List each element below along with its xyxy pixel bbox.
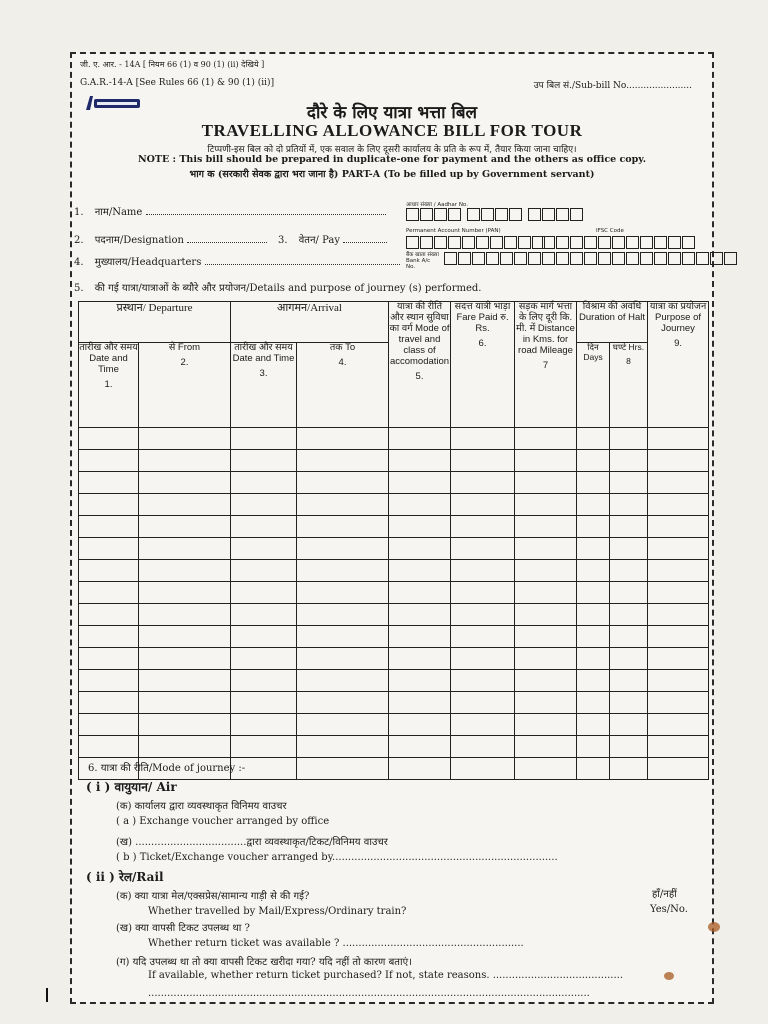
table-cell[interactable] — [79, 736, 139, 758]
col-number: 4. — [338, 356, 347, 368]
table-cell[interactable] — [231, 670, 297, 692]
table-cell[interactable] — [451, 560, 515, 582]
table-cell[interactable] — [231, 560, 297, 582]
table-cell[interactable] — [389, 450, 451, 472]
table-row — [79, 450, 709, 472]
bank-account-boxes[interactable] — [444, 252, 738, 265]
table-cell[interactable] — [577, 714, 610, 736]
table-cell[interactable] — [231, 626, 297, 648]
table-cell[interactable] — [79, 648, 139, 670]
table-cell[interactable] — [515, 560, 577, 582]
table-cell[interactable] — [389, 428, 451, 450]
table-cell[interactable] — [577, 582, 610, 604]
table-row — [79, 494, 709, 516]
pay-input-line[interactable] — [343, 234, 387, 243]
journey-details-heading — [74, 280, 481, 294]
table-cell[interactable] — [515, 472, 577, 494]
table-cell[interactable] — [231, 472, 297, 494]
pay-label: वेतन/ Pay — [298, 235, 340, 246]
table-cell[interactable] — [515, 516, 577, 538]
table-cell[interactable] — [610, 428, 648, 450]
col-number: 8 — [626, 355, 631, 366]
col-text: तारीख और समय Date and Time — [79, 342, 138, 375]
table-cell[interactable] — [577, 494, 610, 516]
table-cell[interactable] — [610, 472, 648, 494]
ifsc-boxes[interactable] — [542, 236, 696, 249]
designation-label: पदनाम/Designation — [94, 235, 184, 246]
col-1-header — [79, 343, 139, 428]
col-text: तारीख और समय Date and Time — [232, 342, 295, 364]
table-cell[interactable] — [451, 626, 515, 648]
table-cell[interactable] — [648, 626, 709, 648]
table-cell[interactable] — [79, 428, 139, 450]
air-option-k: (क) कार्यालय द्वारा व्यवस्थाकृत विनिमय वाउचर — [116, 801, 287, 812]
col-6-header — [451, 302, 515, 428]
name-label: नाम/Name — [94, 207, 143, 218]
col-number: 6. — [478, 337, 487, 349]
air-option-a[interactable]: ( a ) Exchange voucher arranged by office — [116, 816, 330, 827]
rail-heading: ( ii ) रेल/Rail — [86, 870, 164, 884]
table-row — [79, 516, 709, 538]
headquarters-label: मुख्यालय/Headquarters — [94, 257, 202, 268]
table-cell[interactable] — [139, 670, 231, 692]
note-hindi: टिप्पणी-इस बिल को दो प्रतियों में, एक सवाल के लिए दूसरी कार्यालय के प्रति के रूप में, तैयार किया जाना चाहिए। — [207, 145, 577, 155]
table-cell[interactable] — [577, 604, 610, 626]
rail-option-k: (क) क्या यात्रा मेल/एक्सप्रेस/सामान्य गाड़ी से की गई? — [116, 891, 310, 902]
col-text: यात्रा का प्रयोजन Purpose of Journey — [649, 301, 707, 334]
pay-field[interactable] — [278, 232, 387, 246]
table-cell[interactable] — [610, 692, 648, 714]
reason-input-line[interactable]: ........................................................................................................................................... — [148, 988, 590, 999]
col-number: 5. — [415, 370, 424, 382]
table-cell[interactable] — [389, 714, 451, 736]
table-cell[interactable] — [451, 758, 515, 780]
designation-field[interactable] — [74, 232, 267, 246]
table-cell[interactable] — [79, 516, 139, 538]
table-row — [79, 692, 709, 714]
air-heading: ( i ) वायुयान/ Air — [86, 780, 177, 794]
table-cell[interactable] — [389, 692, 451, 714]
col-4-header — [297, 343, 389, 428]
table-cell[interactable] — [297, 626, 389, 648]
table-cell[interactable] — [297, 714, 389, 736]
field-number: 1. — [74, 207, 84, 218]
table-cell[interactable] — [610, 736, 648, 758]
col-text: से From — [168, 342, 201, 353]
col-text: दिन Days — [583, 342, 603, 362]
table-cell[interactable] — [577, 648, 610, 670]
journey-table-body — [79, 428, 709, 780]
table-cell[interactable] — [231, 692, 297, 714]
table-cell[interactable] — [610, 714, 648, 736]
table-cell[interactable] — [451, 428, 515, 450]
table-row — [79, 714, 709, 736]
ink-stain — [664, 972, 674, 980]
col-text: घण्टे Hrs. — [612, 342, 645, 352]
table-cell[interactable] — [79, 560, 139, 582]
name-field[interactable] — [74, 204, 386, 218]
table-cell[interactable] — [79, 604, 139, 626]
table-cell[interactable] — [79, 692, 139, 714]
table-cell[interactable] — [231, 714, 297, 736]
table-cell[interactable] — [297, 538, 389, 560]
table-cell[interactable] — [648, 736, 709, 758]
rail-option-kh: (ख) क्या वापसी टिकट उपलब्ध था ? — [116, 923, 250, 934]
col-8-header — [577, 302, 648, 343]
field-number: 2. — [74, 235, 84, 246]
part-a-heading: भाग क (सरकारी सेवक द्वारा भरा जाना है) PART-A (To be filled up by Government servant) — [189, 169, 595, 180]
table-cell[interactable] — [451, 604, 515, 626]
table-cell[interactable] — [577, 428, 610, 450]
table-cell[interactable] — [577, 626, 610, 648]
table-cell[interactable] — [515, 670, 577, 692]
air-option-b[interactable]: ( b ) Ticket/Exchange voucher arranged by....................................................................... — [116, 852, 558, 863]
col-number: 1. — [104, 378, 113, 390]
col-number: 7 — [542, 359, 549, 371]
table-cell[interactable] — [389, 538, 451, 560]
table-cell[interactable] — [79, 450, 139, 472]
halt-days-header — [577, 343, 610, 428]
table-cell[interactable] — [610, 494, 648, 516]
table-cell[interactable] — [297, 494, 389, 516]
halt-hours-header — [610, 343, 648, 428]
table-cell[interactable] — [139, 494, 231, 516]
table-row — [79, 538, 709, 560]
field-number: 5. — [74, 283, 84, 294]
table-cell[interactable] — [610, 538, 648, 560]
form-code-english: G.A.R.-14-A [See Rules 66 (1) & 90 (1) (ii)] — [80, 78, 275, 88]
air-option-kh[interactable]: (ख) ...................................द्वारा व्यवस्थाकृत/टिकट/विनिमय वाउचर — [116, 837, 388, 848]
table-cell[interactable] — [231, 538, 297, 560]
title-english: TRAVELLING ALLOWANCE BILL FOR TOUR — [201, 121, 583, 140]
table-cell[interactable] — [139, 450, 231, 472]
name-input-line[interactable] — [146, 206, 386, 215]
table-cell[interactable] — [515, 648, 577, 670]
table-cell[interactable] — [139, 626, 231, 648]
bank-account-label: बैंक खाता संख्या Bank A/c No. — [406, 252, 439, 270]
table-cell[interactable] — [79, 670, 139, 692]
table-cell[interactable] — [297, 582, 389, 604]
aadhar-label: आधार संख्या / Aadhar No. — [406, 202, 468, 208]
rail-option-k-english: Whether travelled by Mail/Express/Ordinary train? — [148, 906, 407, 917]
table-cell[interactable] — [451, 692, 515, 714]
table-cell[interactable] — [648, 670, 709, 692]
table-cell[interactable] — [648, 538, 709, 560]
table-cell[interactable] — [389, 670, 451, 692]
col-number: 9. — [674, 337, 682, 349]
table-cell[interactable] — [231, 428, 297, 450]
table-cell[interactable] — [297, 450, 389, 472]
table-cell[interactable] — [648, 648, 709, 670]
table-cell[interactable] — [297, 670, 389, 692]
table-cell[interactable] — [610, 582, 648, 604]
table-cell[interactable] — [451, 582, 515, 604]
table-row — [79, 604, 709, 626]
table-cell[interactable] — [648, 428, 709, 450]
title-hindi: दौरे के लिए यात्रा भत्ता बिल — [306, 103, 478, 123]
table-cell[interactable] — [139, 472, 231, 494]
journey-table — [78, 301, 708, 780]
table-cell[interactable] — [515, 582, 577, 604]
table-cell[interactable] — [139, 692, 231, 714]
col-number: 3. — [259, 367, 268, 379]
pan-boxes[interactable] — [406, 236, 546, 249]
table-cell[interactable] — [79, 714, 139, 736]
table-cell[interactable] — [610, 670, 648, 692]
table-cell[interactable] — [139, 428, 231, 450]
table-cell[interactable] — [577, 472, 610, 494]
table-cell[interactable] — [451, 450, 515, 472]
yes-no-english[interactable]: Yes/No. — [650, 904, 688, 915]
table-cell[interactable] — [297, 560, 389, 582]
table-cell[interactable] — [389, 648, 451, 670]
table-cell[interactable] — [610, 758, 648, 780]
table-cell[interactable] — [451, 736, 515, 758]
col-9-header — [648, 302, 709, 428]
table-cell[interactable] — [648, 516, 709, 538]
table-cell[interactable] — [610, 648, 648, 670]
table-cell[interactable] — [139, 516, 231, 538]
table-cell[interactable] — [610, 604, 648, 626]
table-cell[interactable] — [515, 736, 577, 758]
table-cell[interactable] — [139, 604, 231, 626]
table-cell[interactable] — [648, 604, 709, 626]
table-cell[interactable] — [451, 538, 515, 560]
col-2-header — [139, 343, 231, 428]
table-cell[interactable] — [610, 516, 648, 538]
departure-group-header: प्रस्थान/ Departure — [79, 302, 231, 343]
table-row — [79, 560, 709, 582]
table-cell[interactable] — [231, 450, 297, 472]
table-row — [79, 670, 709, 692]
table-cell[interactable] — [515, 450, 577, 472]
yes-no-hindi[interactable]: हाँ/नहीं — [652, 889, 677, 900]
table-cell[interactable] — [139, 582, 231, 604]
table-cell[interactable] — [297, 472, 389, 494]
table-row — [79, 736, 709, 758]
table-cell[interactable] — [79, 538, 139, 560]
field-number: 4. — [74, 257, 84, 268]
table-cell[interactable] — [515, 604, 577, 626]
ifsc-label: IFSC Code — [596, 228, 624, 234]
table-cell[interactable] — [515, 758, 577, 780]
col-text: सड़क मार्ग भत्ता के लिए दूरी कि. मी. में Distance in Kms. for road Mileage — [516, 301, 575, 356]
designation-input-line[interactable] — [187, 234, 267, 243]
col-3-header — [231, 343, 297, 428]
table-cell[interactable] — [451, 472, 515, 494]
margin-mark — [46, 988, 48, 1002]
table-cell[interactable] — [79, 626, 139, 648]
table-cell[interactable] — [577, 538, 610, 560]
table-cell[interactable] — [297, 648, 389, 670]
headquarters-input-line[interactable] — [205, 256, 400, 265]
table-cell[interactable] — [648, 714, 709, 736]
table-cell[interactable] — [139, 736, 231, 758]
table-cell[interactable] — [139, 538, 231, 560]
table-cell[interactable] — [231, 516, 297, 538]
table-cell[interactable] — [389, 560, 451, 582]
table-cell[interactable] — [389, 758, 451, 780]
table-cell[interactable] — [577, 670, 610, 692]
table-cell[interactable] — [451, 670, 515, 692]
table-cell[interactable] — [139, 714, 231, 736]
table-cell[interactable] — [79, 582, 139, 604]
table-cell[interactable] — [648, 692, 709, 714]
table-cell[interactable] — [139, 648, 231, 670]
table-cell[interactable] — [389, 472, 451, 494]
rail-option-g: (ग) यदि उपलब्ध था तो क्या वापसी टिकट खरीदा गया? यदि नहीं तो कारण बताएं। — [116, 957, 412, 968]
table-cell[interactable] — [577, 516, 610, 538]
table-cell[interactable] — [648, 450, 709, 472]
table-cell[interactable] — [610, 626, 648, 648]
table-row — [79, 428, 709, 450]
rail-option-g-english[interactable]: If available, whether return ticket purchased? If not, state reasons. ......................................... — [148, 970, 624, 981]
table-cell[interactable] — [451, 648, 515, 670]
rail-option-kh-english[interactable]: Whether return ticket was available ? ......................................................... — [148, 938, 524, 949]
table-cell[interactable] — [79, 494, 139, 516]
table-cell[interactable] — [389, 604, 451, 626]
table-cell[interactable] — [297, 736, 389, 758]
table-cell[interactable] — [79, 472, 139, 494]
table-cell[interactable] — [297, 604, 389, 626]
col-text: विश्राम की अवधि Duration of Halt — [579, 301, 646, 323]
table-cell[interactable] — [515, 626, 577, 648]
table-cell[interactable] — [297, 516, 389, 538]
table-cell[interactable] — [577, 758, 610, 780]
arrival-group-header: आगमन/Arrival — [231, 302, 389, 343]
table-cell[interactable] — [451, 714, 515, 736]
table-cell[interactable] — [577, 450, 610, 472]
table-cell[interactable] — [515, 538, 577, 560]
table-cell[interactable] — [610, 450, 648, 472]
field-number: 3. — [278, 235, 288, 246]
table-cell[interactable] — [648, 560, 709, 582]
col-text: यात्रा की रीति और स्थान सुविधा का वर्ग Mode of travel and class of accomodation — [389, 301, 450, 367]
ta-bill-form — [70, 52, 714, 1004]
aadhar-boxes[interactable] — [406, 208, 584, 221]
subbill-field[interactable]: उप बिल सं./Sub-bill No....................... — [533, 81, 692, 91]
table-cell[interactable] — [515, 428, 577, 450]
table-row — [79, 626, 709, 648]
table-cell[interactable] — [515, 714, 577, 736]
col-text: तक To — [329, 342, 356, 353]
ink-stain — [708, 922, 720, 932]
table-cell[interactable] — [451, 494, 515, 516]
form-code-hindi: जी. ए. आर. - 14A [ नियम 66 (1) व 90 (1) (ii) देखिये ] — [80, 60, 265, 69]
table-cell[interactable] — [389, 582, 451, 604]
table-cell[interactable] — [389, 736, 451, 758]
table-cell[interactable] — [648, 472, 709, 494]
pan-label: Permanent Account Number (PAN) — [406, 228, 501, 234]
table-cell[interactable] — [389, 516, 451, 538]
table-cell[interactable] — [389, 494, 451, 516]
table-cell[interactable] — [231, 736, 297, 758]
table-cell[interactable] — [389, 626, 451, 648]
headquarters-field[interactable] — [74, 254, 400, 268]
table-cell[interactable] — [577, 560, 610, 582]
table-cell[interactable] — [297, 692, 389, 714]
table-cell[interactable] — [231, 604, 297, 626]
table-cell[interactable] — [139, 560, 231, 582]
table-cell[interactable] — [231, 648, 297, 670]
note-english: NOTE : This bill should be prepared in duplicate-one for payment and the others as office copy. — [137, 154, 647, 165]
table-cell[interactable] — [297, 758, 389, 780]
col-text: संदत्त यात्री भाड़ा Fare Paid रु. Rs. — [454, 301, 511, 334]
table-cell[interactable] — [577, 736, 610, 758]
journey-details-label: की गई यात्रा/यात्राओं के ब्यौरे और प्रयोजन/Details and purpose of journey (s) performed. — [94, 283, 482, 294]
table-cell[interactable] — [515, 692, 577, 714]
table-cell[interactable] — [451, 516, 515, 538]
table-cell[interactable] — [231, 494, 297, 516]
table-cell[interactable] — [297, 428, 389, 450]
table-cell[interactable] — [648, 494, 709, 516]
col-7-header — [515, 302, 577, 428]
table-row — [79, 472, 709, 494]
table-cell[interactable] — [610, 560, 648, 582]
col-5-header — [389, 302, 451, 428]
table-cell[interactable] — [648, 582, 709, 604]
table-cell[interactable] — [231, 582, 297, 604]
table-row — [79, 648, 709, 670]
table-cell[interactable] — [515, 494, 577, 516]
table-cell[interactable] — [648, 758, 709, 780]
table-row — [79, 582, 709, 604]
col-number: 2. — [180, 356, 189, 368]
table-cell[interactable] — [577, 692, 610, 714]
mode-of-journey-heading: 6. यात्रा की रीति/Mode of journey :- — [88, 763, 246, 774]
